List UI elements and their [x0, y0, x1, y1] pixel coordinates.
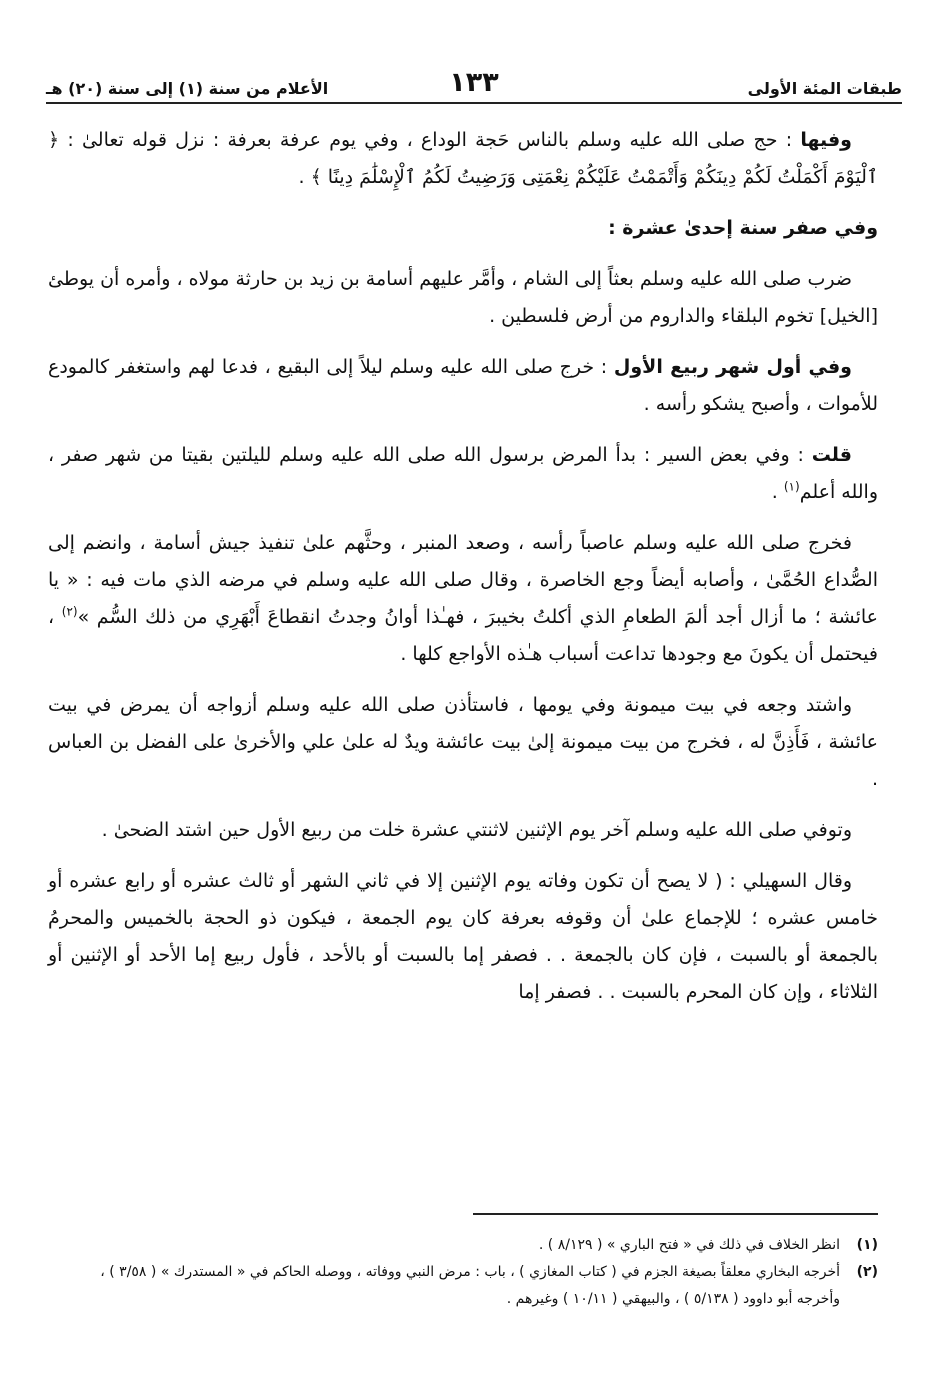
footnotes	[60, 1232, 878, 1313]
paragraph-suhayli: وقال السهيلي : ( لا يصح أن تكون وفاته يوم الإثنين إلا في ثاني الشهر أو ثالث عشره أو رابع عشره أو خامس عشره ؛ للإجماع علىٰ أن وقوفه بعرفة كان يوم الجمعة ، فيكون ذو الحجة بالخميس والمحرمُ بالجمعة أو بالسبت ، فإن كان بالجمعة . . فصفر إما بالسبت أو بالأحد ، فأول ربيع إما الأحد أو الإثنين أو الثلاثاء ، وإن كان المحرم بالسبت . . فصفر إما	[48, 870, 878, 1003]
paragraph-maymuna: واشتد وجعه في بيت ميمونة وفي يومها ، فاستأذن صلى الله عليه وسلم أزواجه أن يمرض في بيت عائشة ، فَأَذِنَّ له ، فخرج من بيت ميمونة إلىٰ بيت عائشة ويدٌ له علىٰ علي والأخرىٰ على الفضل بن العباس .	[48, 694, 878, 790]
paragraph-text: : وفي بعض السير : بدأ المرض برسول الله صلى الله عليه وسلم لليلتين بقيتا من شهر صفر ، والله أعلم	[48, 444, 878, 503]
paragraph-usama-expedition: ضرب صلى الله عليه وسلم بعثاً إلى الشام ، وأمَّر عليهم أسامة بن زيد بن حارثة مولاه ، وأمره أن يوطئ [الخيل] تخوم البلقاء والداروم من أرض فلسطين .	[48, 268, 878, 327]
quran-verse: ﴿ ٱلْيَوْمَ أَكْمَلْتُ لَكُمْ دِينَكُمْ وَأَتْمَمْتُ عَلَيْكُمْ نِعْمَتِى وَرَضِيتُ لَكُمُ ٱلْإِسْلَٰمَ دِينًا ﴾	[48, 129, 878, 188]
footnote-divider	[473, 1213, 878, 1215]
paragraph-lead: قلت	[811, 444, 852, 466]
running-header	[46, 64, 902, 104]
footnote-1	[60, 1232, 878, 1259]
footnote-marker[interactable]: (٢)	[61, 604, 78, 619]
section-range-header: الأعلام من سنة (١) إلى سنة (٢٠) هـ	[46, 79, 329, 98]
main-text	[48, 122, 878, 1025]
paragraph-text: : خرج صلى الله عليه وسلم ليلاً إلى البقيع ، فدعا لهم واستغفر كالمودع للأموات ، وأصبح يشكو رأسه .	[48, 356, 878, 415]
footnote-number: (١)	[856, 1237, 878, 1253]
footnote-2	[60, 1259, 878, 1313]
footnote-number: (٢)	[856, 1264, 878, 1280]
page-number: ١٣٣	[449, 67, 499, 98]
paragraph-illness	[48, 525, 878, 673]
paragraph-rabi-al-awwal	[48, 349, 878, 423]
paragraph-hajj	[48, 122, 878, 196]
paragraph-qultu	[48, 437, 878, 511]
paragraph-lead: وفيها	[800, 129, 852, 151]
paragraph-end: ، فيحتمل أن يكونَ مع وجودها تداعت أسباب هـٰذه الأواجع كلها .	[48, 606, 878, 665]
paragraph-text: : حج صلى الله عليه وسلم بالناس حَجة الوداع ، وفي يوم عرفة بعرفة : نزل قوله تعالىٰ :	[59, 129, 801, 151]
paragraph-lead: وفي أول شهر ربيع الأول	[613, 356, 852, 378]
paragraph-end: .	[771, 481, 784, 503]
paragraph-death: وتوفي صلى الله عليه وسلم آخر يوم الإثنين لاثنتي عشرة خلت من ربيع الأول حين اشتد الضحىٰ .	[101, 819, 852, 841]
section-heading: وفي صفر سنة إحدىٰ عشرة :	[608, 217, 878, 239]
footnote-text: انظر الخلاف في ذلك في « فتح الباري » ( ٨/١٢٩ ) .	[538, 1237, 840, 1253]
footnote-text: أخرجه البخاري معلقاً بصيغة الجزم في ( كتاب المغازي ) ، باب : مرض النبي ووفاته ، ووصله الحاكم في « المستدرك » ( ٣/٥٨ ) ، وأخرجه أبو داوود ( ٥/١٣٨ ) ، والبيهقي ( ١٠/١١ ) وغيرهم .	[100, 1264, 840, 1307]
paragraph-text: فخرج صلى الله عليه وسلم عاصباً رأسه ، وصعد المنبر ، وحثَّهم علىٰ تنفيذ جيش أسامة ، وانضم إلى الصُّداع الحُمَّىٰ ، وأصابه أيضاً وجع الخاصرة ، وقال صلى الله عليه وسلم في مرضه الذي مات فيه : « يا عائشة ؛ ما أزال أجد ألمَ الطعامِ الذي أكلتُ بخيبرَ ، فهـٰذا أوانُ وجدتُ انقطاعَ أَبْهَرِي من ذلك السُّم »	[48, 532, 879, 628]
footnote-marker[interactable]: (١)	[783, 479, 800, 494]
paragraph-end: .	[298, 166, 311, 188]
book-title-header: طبقات المئة الأولى	[747, 79, 902, 98]
